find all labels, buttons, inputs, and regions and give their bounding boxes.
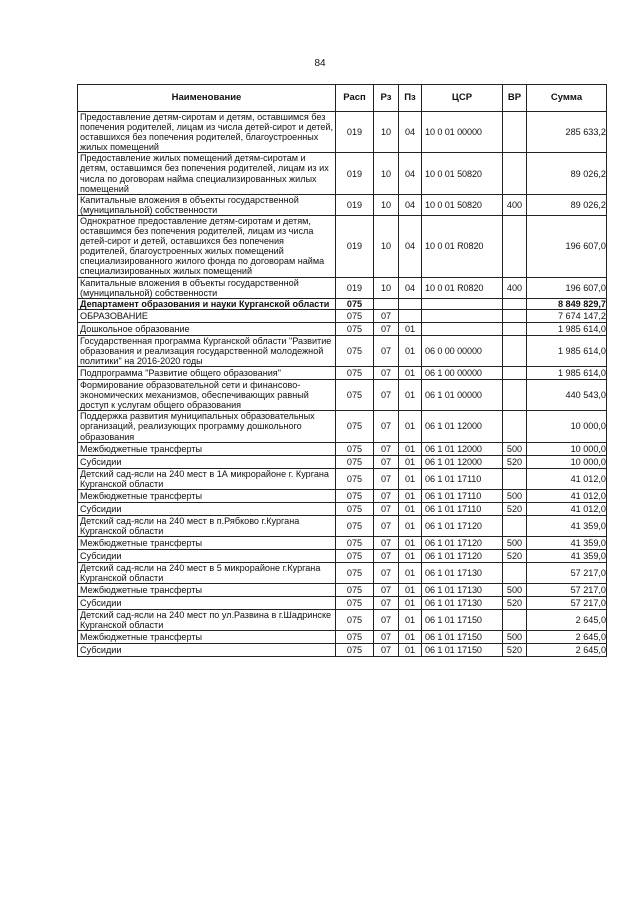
cell-name: Предоставление жилых помещений детям-сиротам и детям, оставшимся без попечения родителей, лицам из их числа по договорам найма специализированных жилых помещений: [78, 153, 336, 194]
cell-rz: 07: [374, 442, 399, 455]
cell-name: Поддержка развития муниципальных образовательных организаций, реализующих программу дошкольного образования: [78, 411, 336, 442]
cell-pz: 01: [399, 584, 422, 597]
table-row: [78, 468, 607, 489]
cell-sum: 196 607,0: [527, 215, 607, 277]
cell-csr: 06 1 01 17130: [422, 597, 503, 610]
cell-rz: 07: [374, 322, 399, 335]
cell-pz: 01: [399, 550, 422, 563]
cell-pz: 01: [399, 367, 422, 380]
cell-name: Капитальные вложения в объекты государственной (муниципальной) собственности: [78, 194, 336, 215]
cell-sum: 2 645,0: [527, 631, 607, 644]
column-header-sum: Сумма: [527, 85, 607, 112]
cell-vr: [503, 215, 527, 277]
cell-name: Межбюджетные трансферты: [78, 442, 336, 455]
cell-rasp: 075: [336, 631, 374, 644]
table-row: [78, 502, 607, 515]
table-row: [78, 631, 607, 644]
table-row: [78, 380, 607, 411]
table-row: [78, 411, 607, 442]
cell-vr: [503, 610, 527, 631]
cell-sum: 41 359,0: [527, 537, 607, 550]
cell-rasp: 075: [336, 584, 374, 597]
cell-rasp: 075: [336, 455, 374, 468]
cell-rasp: 075: [336, 335, 374, 366]
cell-vr: [503, 153, 527, 194]
cell-name: Департамент образования и науки Курганской области: [78, 298, 336, 309]
cell-name: Межбюджетные трансферты: [78, 631, 336, 644]
cell-sum: 285 633,2: [527, 112, 607, 153]
table-row: [78, 194, 607, 215]
column-header-vr: ВР: [503, 85, 527, 112]
cell-pz: 04: [399, 277, 422, 298]
cell-rasp: 019: [336, 153, 374, 194]
page-number: 84: [314, 58, 326, 69]
cell-vr: 520: [503, 502, 527, 515]
cell-rasp: 019: [336, 112, 374, 153]
table-row: [78, 537, 607, 550]
table-row: [78, 455, 607, 468]
cell-csr: 06 1 01 17110: [422, 468, 503, 489]
cell-rz: 07: [374, 597, 399, 610]
cell-rz: 07: [374, 411, 399, 442]
cell-csr: 06 1 01 12000: [422, 411, 503, 442]
cell-vr: 400: [503, 194, 527, 215]
cell-sum: 41 359,0: [527, 550, 607, 563]
cell-sum: 57 217,0: [527, 597, 607, 610]
cell-name: Капитальные вложения в объекты государственной (муниципальной) собственности: [78, 277, 336, 298]
table-row: [78, 489, 607, 502]
cell-pz: 01: [399, 502, 422, 515]
cell-csr: 06 1 01 12000: [422, 455, 503, 468]
cell-pz: 01: [399, 610, 422, 631]
column-header-pz: Пз: [399, 85, 422, 112]
cell-rasp: 075: [336, 468, 374, 489]
cell-pz: 04: [399, 153, 422, 194]
cell-rasp: 019: [336, 194, 374, 215]
cell-rz: 07: [374, 335, 399, 366]
cell-name: Детский сад-ясли на 240 мест по ул.Развина в г.Шадринске Курганской области: [78, 610, 336, 631]
cell-rasp: 019: [336, 277, 374, 298]
cell-vr: 520: [503, 455, 527, 468]
table-row: [78, 563, 607, 584]
cell-sum: 89 026,2: [527, 153, 607, 194]
cell-rasp: 075: [336, 644, 374, 657]
table-row: [78, 584, 607, 597]
cell-pz: 04: [399, 215, 422, 277]
cell-vr: [503, 112, 527, 153]
cell-name: Субсидии: [78, 455, 336, 468]
cell-rz: 07: [374, 489, 399, 502]
budget-table: [77, 84, 607, 657]
cell-pz: 01: [399, 631, 422, 644]
cell-rasp: 075: [336, 502, 374, 515]
cell-rz: 10: [374, 215, 399, 277]
cell-pz: [399, 298, 422, 309]
cell-sum: 1 985 614,0: [527, 322, 607, 335]
cell-vr: 520: [503, 550, 527, 563]
cell-name: Субсидии: [78, 597, 336, 610]
cell-pz: 01: [399, 644, 422, 657]
table-row: [78, 322, 607, 335]
cell-sum: 2 645,0: [527, 610, 607, 631]
cell-sum: 7 674 147,2: [527, 309, 607, 322]
cell-csr: 06 1 01 17150: [422, 644, 503, 657]
table-row: [78, 597, 607, 610]
cell-rz: 07: [374, 644, 399, 657]
cell-pz: 01: [399, 597, 422, 610]
cell-sum: 2 645,0: [527, 644, 607, 657]
cell-pz: 01: [399, 468, 422, 489]
cell-csr: 06 0 00 00000: [422, 335, 503, 366]
cell-csr: 10 0 01 R0820: [422, 215, 503, 277]
cell-rz: 07: [374, 367, 399, 380]
cell-sum: 89 026,2: [527, 194, 607, 215]
cell-csr: 06 1 01 00000: [422, 380, 503, 411]
cell-vr: [503, 367, 527, 380]
cell-rasp: 075: [336, 597, 374, 610]
cell-csr: 06 1 01 17150: [422, 631, 503, 644]
cell-sum: 57 217,0: [527, 584, 607, 597]
cell-sum: 196 607,0: [527, 277, 607, 298]
cell-rasp: 075: [336, 610, 374, 631]
cell-vr: [503, 309, 527, 322]
cell-rasp: 019: [336, 215, 374, 277]
cell-rz: 07: [374, 563, 399, 584]
cell-name: Межбюджетные трансферты: [78, 537, 336, 550]
cell-name: Дошкольное образование: [78, 322, 336, 335]
cell-name: Государственная программа Курганской области "Развитие образования и реализация государственной молодежной политики" на 2016-2020 годы: [78, 335, 336, 366]
cell-csr: 10 0 01 50820: [422, 194, 503, 215]
cell-csr: 10 0 01 50820: [422, 153, 503, 194]
cell-vr: 500: [503, 584, 527, 597]
cell-rz: 10: [374, 194, 399, 215]
cell-vr: 500: [503, 537, 527, 550]
cell-csr: [422, 309, 503, 322]
cell-name: Межбюджетные трансферты: [78, 584, 336, 597]
cell-csr: 10 0 01 R0820: [422, 277, 503, 298]
cell-pz: 04: [399, 194, 422, 215]
cell-sum: 10 000,0: [527, 411, 607, 442]
cell-rz: 10: [374, 153, 399, 194]
cell-pz: 01: [399, 335, 422, 366]
cell-sum: 440 543,0: [527, 380, 607, 411]
cell-rasp: 075: [336, 515, 374, 536]
cell-rasp: 075: [336, 442, 374, 455]
table-row: [78, 309, 607, 322]
cell-csr: 06 1 01 17130: [422, 584, 503, 597]
cell-vr: [503, 468, 527, 489]
cell-rasp: 075: [336, 411, 374, 442]
cell-csr: 06 1 01 17120: [422, 550, 503, 563]
column-header-name: Наименование: [78, 85, 336, 112]
cell-name: Детский сад-ясли на 240 мест в п.Рябково г.Кургана Курганской области: [78, 515, 336, 536]
cell-sum: 10 000,0: [527, 442, 607, 455]
cell-vr: [503, 322, 527, 335]
table-header-row: [78, 85, 607, 112]
cell-pz: 01: [399, 563, 422, 584]
cell-vr: 520: [503, 644, 527, 657]
cell-rasp: 075: [336, 563, 374, 584]
cell-csr: 10 0 01 00000: [422, 112, 503, 153]
cell-csr: [422, 322, 503, 335]
cell-vr: [503, 380, 527, 411]
cell-vr: 500: [503, 631, 527, 644]
cell-rz: 07: [374, 380, 399, 411]
cell-rz: 07: [374, 309, 399, 322]
cell-name: Детский сад-ясли на 240 мест в 1А микрорайоне г. Кургана Курганской области: [78, 468, 336, 489]
cell-rasp: 075: [336, 380, 374, 411]
cell-rz: 10: [374, 277, 399, 298]
cell-pz: 01: [399, 537, 422, 550]
cell-vr: [503, 515, 527, 536]
table-row: [78, 277, 607, 298]
cell-rz: 07: [374, 502, 399, 515]
table-row: [78, 298, 607, 309]
cell-rasp: 075: [336, 322, 374, 335]
cell-csr: 06 1 01 12000: [422, 442, 503, 455]
cell-rz: 07: [374, 468, 399, 489]
column-header-rz: Рз: [374, 85, 399, 112]
cell-sum: 1 985 614,0: [527, 335, 607, 366]
cell-name: Подпрограмма "Развитие общего образования": [78, 367, 336, 380]
cell-csr: 06 1 01 17110: [422, 489, 503, 502]
cell-name: Формирование образовательной сети и финансово-экономических механизмов, обеспечивающих равный доступ к услугам общего образования: [78, 380, 336, 411]
cell-rasp: 075: [336, 309, 374, 322]
cell-name: Субсидии: [78, 502, 336, 515]
cell-rz: 07: [374, 631, 399, 644]
cell-sum: 41 012,0: [527, 502, 607, 515]
cell-csr: 06 1 01 17110: [422, 502, 503, 515]
cell-rz: 07: [374, 537, 399, 550]
cell-name: Предоставление детям-сиротам и детям, оставшимся без попечения родителей, лицам из числа детей-сирот и детей, оставшихся без попечения родителей, благоустроенных жилых помещений: [78, 112, 336, 153]
table-row: [78, 442, 607, 455]
cell-sum: 41 012,0: [527, 468, 607, 489]
cell-name: Межбюджетные трансферты: [78, 489, 336, 502]
cell-csr: [422, 298, 503, 309]
cell-sum: 41 359,0: [527, 515, 607, 536]
cell-vr: [503, 411, 527, 442]
cell-vr: [503, 563, 527, 584]
cell-csr: 06 1 01 17120: [422, 515, 503, 536]
cell-csr: 06 1 01 17120: [422, 537, 503, 550]
cell-name: Детский сад-ясли на 240 мест в 5 микрорайоне г.Кургана Курганской области: [78, 563, 336, 584]
cell-pz: 01: [399, 442, 422, 455]
cell-rz: [374, 298, 399, 309]
cell-pz: 04: [399, 112, 422, 153]
table-row: [78, 367, 607, 380]
table-row: [78, 153, 607, 194]
cell-rz: 07: [374, 515, 399, 536]
cell-rz: 07: [374, 550, 399, 563]
cell-sum: 10 000,0: [527, 455, 607, 468]
cell-pz: 01: [399, 411, 422, 442]
cell-pz: 01: [399, 380, 422, 411]
cell-pz: 01: [399, 515, 422, 536]
cell-pz: [399, 309, 422, 322]
cell-pz: 01: [399, 455, 422, 468]
table-body: [78, 112, 607, 657]
table-row: [78, 644, 607, 657]
cell-vr: 500: [503, 489, 527, 502]
cell-csr: 06 1 01 17130: [422, 563, 503, 584]
cell-name: ОБРАЗОВАНИЕ: [78, 309, 336, 322]
cell-rz: 07: [374, 455, 399, 468]
column-header-csr: ЦСР: [422, 85, 503, 112]
table-row: [78, 335, 607, 366]
cell-rasp: 075: [336, 537, 374, 550]
table-row: [78, 215, 607, 277]
cell-name: Субсидии: [78, 550, 336, 563]
table-row: [78, 610, 607, 631]
cell-pz: 01: [399, 489, 422, 502]
cell-rz: 10: [374, 112, 399, 153]
cell-vr: 400: [503, 277, 527, 298]
cell-pz: 01: [399, 322, 422, 335]
table-row: [78, 515, 607, 536]
cell-vr: 520: [503, 597, 527, 610]
cell-name: Однократное предоставление детям-сиротам и детям, оставшимся без попечения родителей, лицам из числа детей-сирот и детей, оставшихся без попечения родителей, благоустроенных жилых помещений специализированного жилого фонда по договорам найма специализированных жилых помещений: [78, 215, 336, 277]
cell-sum: 8 849 829,7: [527, 298, 607, 309]
cell-vr: 500: [503, 442, 527, 455]
cell-rasp: 075: [336, 298, 374, 309]
cell-rz: 07: [374, 610, 399, 631]
cell-csr: 06 1 01 17150: [422, 610, 503, 631]
cell-sum: 57 217,0: [527, 563, 607, 584]
table-row: [78, 550, 607, 563]
cell-rasp: 075: [336, 367, 374, 380]
cell-vr: [503, 335, 527, 366]
cell-csr: 06 1 00 00000: [422, 367, 503, 380]
column-header-rasp: Расп: [336, 85, 374, 112]
cell-sum: 41 012,0: [527, 489, 607, 502]
cell-vr: [503, 298, 527, 309]
table-row: [78, 112, 607, 153]
cell-rasp: 075: [336, 489, 374, 502]
cell-rasp: 075: [336, 550, 374, 563]
cell-sum: 1 985 614,0: [527, 367, 607, 380]
cell-name: Субсидии: [78, 644, 336, 657]
cell-rz: 07: [374, 584, 399, 597]
